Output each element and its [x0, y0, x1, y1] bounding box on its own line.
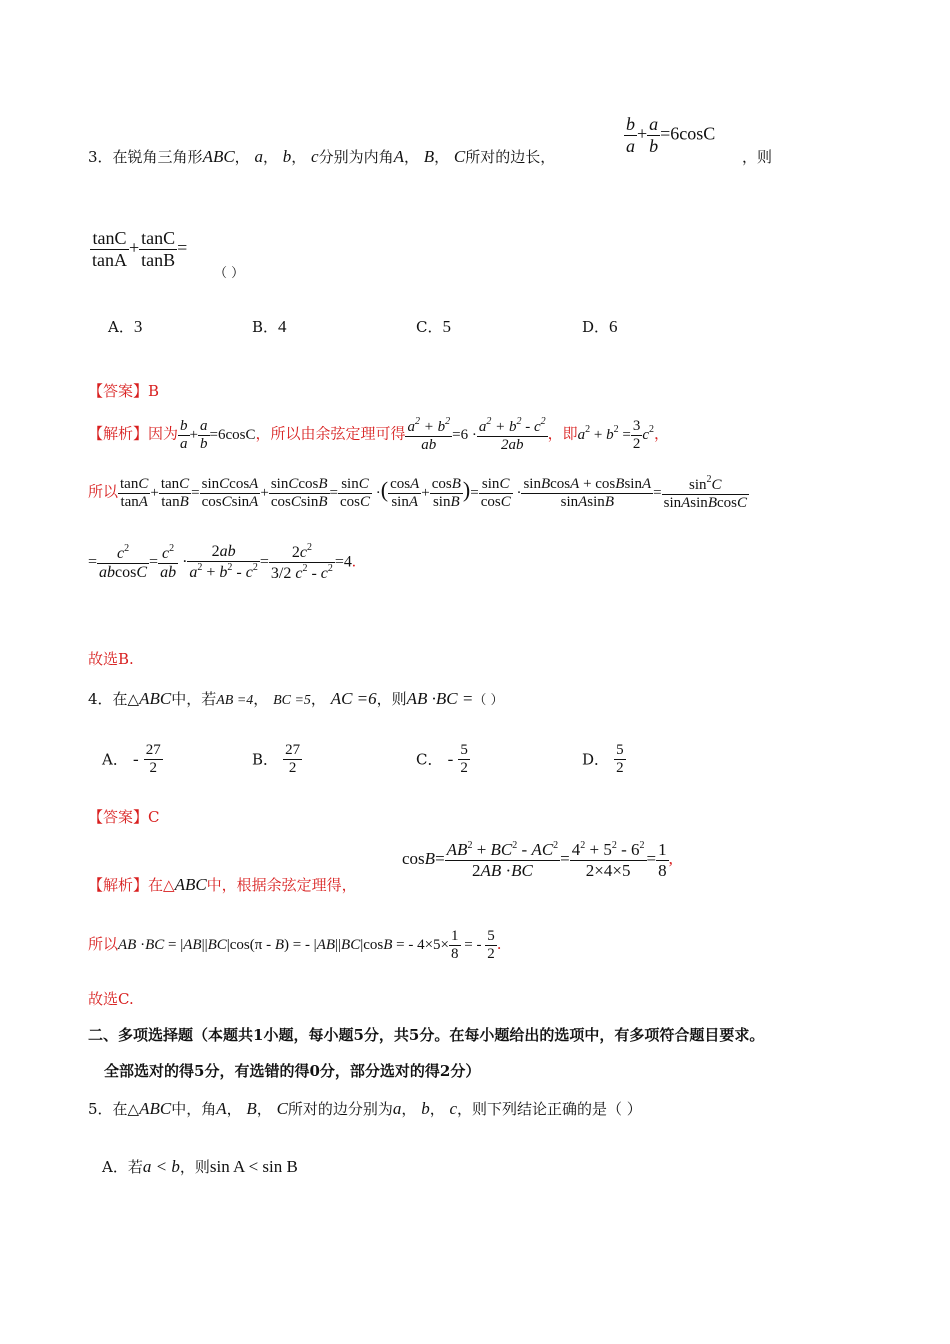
q3-paren: （ ） [214, 266, 245, 281]
q4-option-b[interactable]: B． $\frac{27}{2}$ [252, 742, 301, 777]
q3-target-expression: $\frac{\tan C}{\tan A}$ + $\frac{\tan C}{\tan B}$ = [92, 228, 188, 270]
q4-analysis-label: 【解析】在△ABC中，根据余弦定理得， [88, 875, 357, 894]
q3-option-d[interactable]: D．6 [582, 317, 618, 336]
q3-conclusion: 故选B. [88, 650, 134, 668]
q3-option-c[interactable]: C．5 [416, 317, 451, 336]
q4-stem: 4．在△ABC中，若AB =4， BC =5， AC =6，则AB ·BC =（ ） [88, 689, 504, 708]
section2-title: 二、多项选择题（本题共1小题，每小题5分，共5分。在每小题给出的选项中，有多项符合题目要求。 [88, 1026, 765, 1044]
q4-answer: 【答案】C [88, 808, 160, 826]
q3-then: ，则 [742, 148, 773, 166]
q4-conclusion: 故选C. [88, 990, 134, 1008]
q3-option-b[interactable]: B．4 [252, 317, 287, 336]
q4-option-c[interactable]: C． - $\frac{5}{2}$ [416, 742, 468, 777]
q4-cosB-formula: cosB= $\frac{AB^2 + BC^2 - AC^2}{2AB \cdot BC}$ = $\frac{4^2 + 5^2 - 6^2}{2\times 4\times 5}$ = $\frac{1}{8}$ , [402, 840, 673, 880]
q5-stem: 5．在△ABC中，角A， B， C所对的边分别为a， b， c，则下列结论正确的是（ ） [88, 1099, 642, 1118]
q3-analysis-line3: = $\frac{c^2}{abcosC}$ = $\frac{c^2}{ab}$ · $\frac{2ab}{a^2 + b^2 - c^2}$ = $\frac{2c^2}{3/2 c^2 - c^2}$ =4. [88, 542, 356, 583]
q3-answer: 【答案】B [88, 382, 160, 400]
q3-number: 3． [88, 148, 113, 166]
q3-condition: $\frac{b}{a}$ + $\frac{a}{b}$ =6cosC [626, 114, 716, 156]
q5-option-a[interactable]: A．若a < b，则sin A < sin B [102, 1157, 298, 1176]
q4-option-d[interactable]: D． $\frac{5}{2}$ [582, 742, 624, 777]
q4-option-a[interactable]: A． - $\frac{27}{2}$ [102, 742, 161, 777]
section2-title-line2: 全部选对的得5分，有选错的得0分，部分选对的得2分） [104, 1062, 481, 1080]
q3-analysis-line1: 【解析】因为 $\frac{b}{a}$ + $\frac{a}{b}$ =6cosC，所以由余弦定理可得 $\frac{a^2 + b^2}{ab}$ =6 · $\frac{a^2 + b^2 - c^2}{2ab}$ ，即$a^2 + b^2$ = $\frac{3}{2}$ $c^2$， [88, 416, 669, 454]
q4-analysis-line2: 所以AB ·BC = |AB||BC|cos(π - B) = - |AB||BC|cosB = - 4×5× $\frac{1}{8}$ = - $\frac{5}{2}$ . [88, 928, 502, 963]
q3-option-a[interactable]: A．3 [108, 317, 143, 336]
q3-stem: 3．在锐角三角形ABC， a， b， c分别为内角A， B， C所对的边长， [88, 147, 556, 166]
q3-analysis-line2: 所以 $\frac{\tan C}{\tan A}$ + $\frac{\tan C}{\tan B}$ = $\frac{\text{sinCcosA}}{\text{cosCsinA}}$ + $\frac{\text{sinCcosB}}{\text{cosCsinB}}$ = $\frac{\sin C}{\cos C}$ ·( $\frac{\cos A}{\sin A}$ + $\frac{\cos B}{\sin B}$ )= $\frac{\sin C}{\cos C}$ · $\frac{\text{sinBcosA + cosBsinA}}{\text{sinAsinB}}$ = $\frac{\sin^2C}{\text{sinAsinBcosC}}$ [88, 474, 747, 512]
